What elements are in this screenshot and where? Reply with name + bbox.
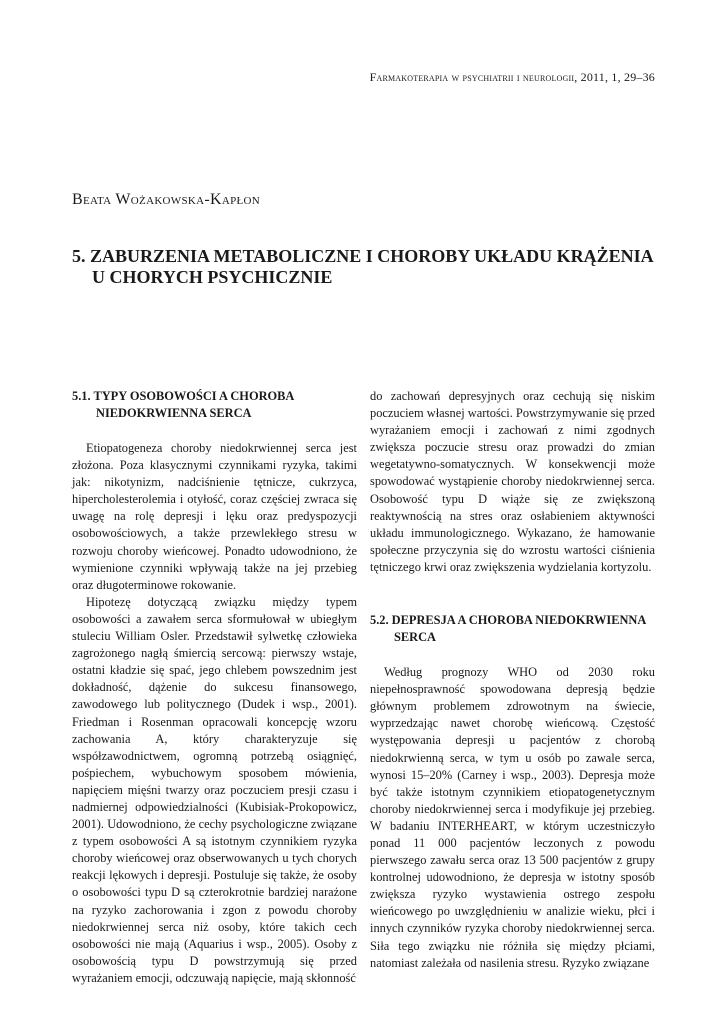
paragraph: Według prognozy WHO od 2030 roku niepełnosprawność spowodowana depresją będzie głównym problemem zdrowotnym na świecie, wyprzedzając nawet chorobę wieńcową. Częstość występowania depresji u pacjentów z chorobą niedokrwienną serca, w tym u osób po zawale serca, wynosi 15–20% (Carney i wsp., 2003). Depresja może być także istotnym czynnikiem etiopatogenetycznym choroby niedokrwiennej serca i modyfikuje jej przebieg. W badaniu INTERHEART, w którym uczestniczyło ponad 11 000 pacjentów leczonych z powodu pierwszego zawału serca oraz 13 500 pacjentów z grupy kontrolnej udowodniono, że depresja w istotny sposób zwiększa ryzyko wystawienia ostrego zespołu wieńcowego po uwzględnieniu w analizie wieku, płci i innych czynników ryzyka choroby niedokrwiennej serca. Siła tego związku nie różniła się między płciami, natomiast zależała od nasilenia stresu. Ryzyko związane [370,665,655,970]
right-column [370,388,655,972]
left-column [72,388,357,987]
author-name: Beata Wożakowska-Kapłon [72,191,261,208]
paragraph: Etiopatogeneza choroby niedokrwiennej serca jest złożona. Poza klasycznymi czynnikami ryzyka, takimi jak: nikotynizm, nadciśnienie tętnicze, cukrzyca, hipercholesterolemia i otyłość, coraz częściej zwraca się uwagę na rolę depresji i lęku oraz predyspozycji osobowościowych, a także przewlekłego stresu w rozwoju choroby wieńcowej. Ponadto udowodniono, że wymienione czynniki wpływają także na jej przebieg oraz długoterminowe rokowanie. [72,441,357,592]
paragraph-continuation: do zachowań depresyjnych oraz cechują się niskim poczuciem własnej wartości. Powstrzymywanie się przed wyrażaniem emocji i zachowań z nimi zgodnych zwiększa poczucie stresu oraz prowadzi do zmian wegetatywno-somatycznych. W konsekwencji może spowodować wystąpienie choroby niedokrwiennej serca. Osobowość typu D wiąże się ze zwiększoną reaktywnością na stres oraz osłabieniem aktywności układu immunologicznego. Wykazano, że hamowanie społeczne przyczynia się do wzrostu wartości ciśnienia tętniczego krwi oraz zwiększenia wydzielania kortyzolu. [370,389,655,574]
chapter-title: 5. ZABURZENIA METABOLICZNE I CHOROBY UKŁADU KRĄŻENIA U CHORYCH PSYCHICZNIE [72,246,653,287]
section-heading-5-2: 5.2. DEPRESJA A CHOROBA NIEDOKRWIENNA SERCA [370,613,646,645]
running-head: Farmakoterapia w psychiatrii i neurologii, 2011, 1, 29–36 [369,70,655,84]
section-heading-5-1: 5.1. TYPY OSOBOWOŚCI A CHOROBA NIEDOKRWIENNA SERCA [72,389,294,420]
paragraph: Hipotezę dotyczącą związku między typem osobowości a zawałem serca sformułował w ubiegłym stuleciu William Osler. Przedstawił sylwetkę człowieka zagrożonego nagłą śmiercią sercową: pierwszy wstaje, ostatni kładzie się spać, jego chlebem powszednim jest dokładność, dążenie do sukcesu finansowego, zawodowego lub politycznego (Dudek i wsp., 2001). Friedman i Rosenman opracowali koncepcję wzoru zachowania A, który charakteryzuje się współzawodnictwem, ogromną potrzebą osiągnięć, pośpiechem, wybuchowym sposobem mówienia, napięciem mięśni twarzy oraz poczuciem presji czasu i nadmiernej odpowiedzialności (Kubisiak-Prokopowicz, 2001). Udowodniono, że cechy psychologiczne związane z typem osobowości A są istotnym czynnikiem ryzyka choroby wieńcowej oraz obserwowanych u tych chorych reakcji lękowych i depresji. Postuluje się także, że osoby o osobowości typu D są czterokrotnie bardziej narażone na ryzyko zachorowania i zgon z powodu choroby niedokrwiennej serca niż osoby, które takich cech osobowości nie mają (Aquarius i wsp., 2005). Osoby z osobowością typu D powstrzymują się przed wyrażaniem emocji, odczuwają napięcie, mają skłonność [72,594,357,985]
